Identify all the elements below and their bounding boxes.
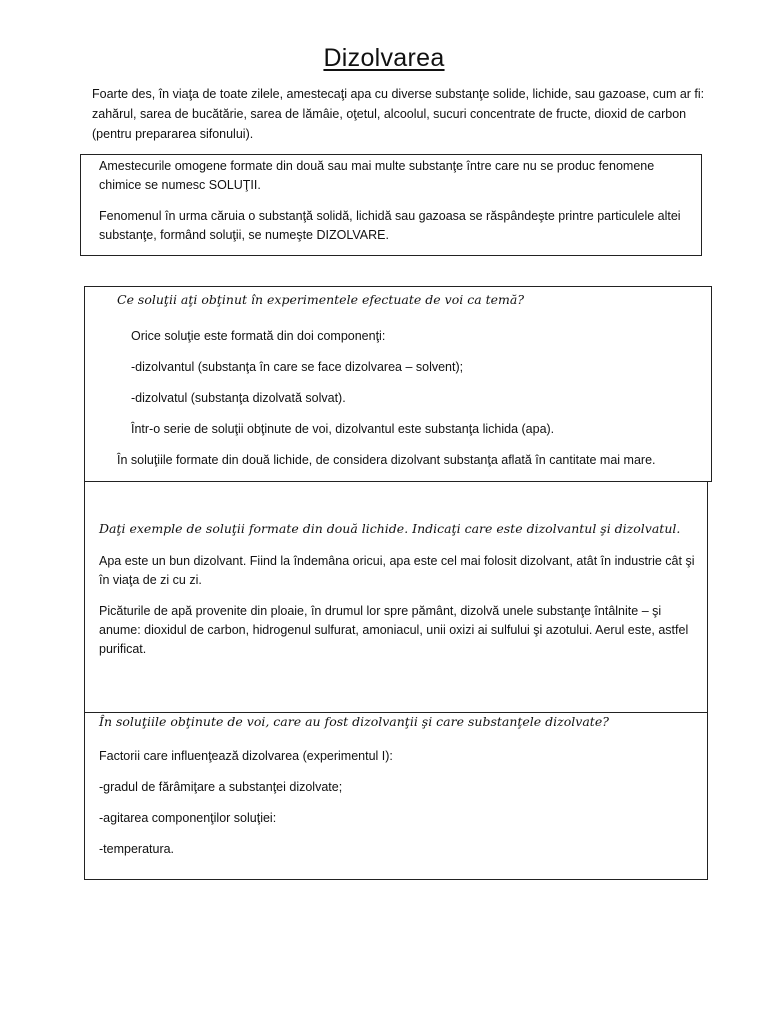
factor-grinding: -gradul de fărâmiţare a substanţei dizolvate;	[99, 780, 343, 794]
intro-paragraph: Foarte des, în viaţa de toate zilele, amestecaţi apa cu diverse substanţe solide, lichide, sau gazoase, cum ar fi: zahărul, sarea de bucătărie, sarea de lămâie, oţetul, alcoolul, sucuri concentrate de fructe, dioxid de carbon (pentru prepararea sifonului).	[92, 87, 705, 141]
definition-dissolution: Fenomenul în urma căruia o substanţă solidă, lichidă sau gazoasa se răspândeşte printre particulele altei substanţe, formând soluţii, se numeşte DIZOLVARE.	[99, 209, 681, 242]
question-liquid-examples: Daţi exemple de soluţii formate din două lichide. Indicaţi care este dizolvantul şi dizolvatul.	[99, 521, 681, 536]
factors-box	[84, 712, 708, 880]
water-solvent-paragraph: Apa este un bun dizolvant. Fiind la îndemâna oricui, apa este cel mai folosit dizolvant, atât în industrie cât şi în viaţa de zi cu zi.	[99, 554, 695, 587]
solution-components-line: Orice soluţie este formată din doi componenţi:	[131, 329, 386, 343]
water-solvent-line: Într-o serie de soluţii obţinute de voi, dizolvantul este substanţa lichida (apa).	[131, 422, 555, 436]
liquid-examples-box	[84, 481, 708, 713]
factor-stirring: -agitarea componenţilor soluţiei:	[99, 811, 277, 825]
question-solvents-solutes: În soluţiile obţinute de voi, care au fost dizolvanţii şi care substanţele dizolvate?	[99, 714, 609, 729]
definitions-box	[80, 154, 702, 256]
solvent-definition-line: -dizolvantul (substanţa în care se face dizolvarea – solvent);	[131, 360, 464, 374]
solute-definition-line: -dizolvatul (substanţa dizolvată solvat).	[131, 391, 346, 405]
rain-paragraph: Picăturile de apă provenite din ploaie, în drumul lor spre pământ, dizolvă unele substanţe întâlnite – şi anume: dioxidul de carbon, hidrogenul sulfurat, amoniacul, unii oxizi ai sulfului şi azotului. Aerul este, astfel purificat.	[99, 604, 689, 656]
factors-heading-line: Factorii care influenţează dizolvarea (experimentul I):	[99, 749, 393, 763]
two-liquids-line: În soluţiile formate din două lichide, de considera dizolvant substanţa aflată în cantitate mai mare.	[117, 453, 656, 467]
question-solutions-obtained: Ce soluţii aţi obţinut în experimentele efectuate de voi ca temă?	[117, 292, 525, 307]
solutions-question-box	[84, 286, 712, 482]
factor-temperature: -temperatura.	[99, 842, 175, 856]
definition-solutions: Amestecurile omogene formate din două sau mai multe substanţe între care nu se produc fenomene chimice se numesc SOLUŢII.	[99, 159, 655, 192]
page-title: Dizolvarea	[323, 44, 445, 72]
